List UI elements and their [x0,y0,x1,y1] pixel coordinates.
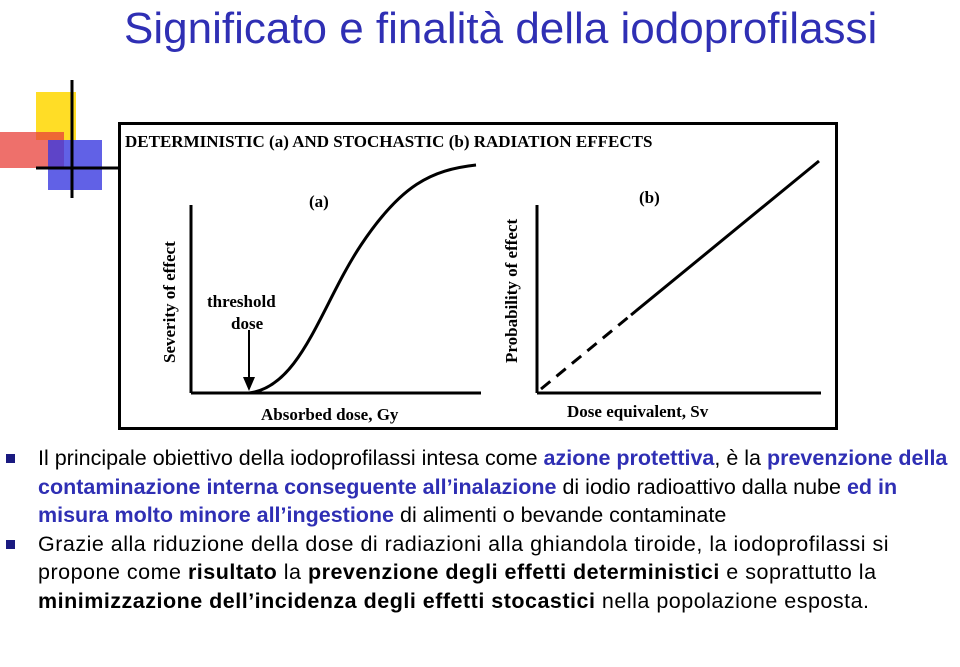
bullet-marker [6,540,15,549]
panel-b-linear-segment [631,161,819,315]
bullet-item-2: Grazie alla riduzione della dose di radiazioni alla ghiandola tiroide, la iodoprofilassi si propone come risultato la prevenzione degli effetti deterministici e soprattutto la minimizzazione dell’incidenza degli effetti stocastici nella popolazione esposta. [0,530,960,616]
threshold-annotation-line2: dose [231,314,264,333]
decorative-squares [0,80,120,200]
panel-b-ylabel: Probability of effect [502,218,521,363]
bullet-item-1: Il principale obiettivo della iodoprofilassi intesa come azione protettiva, è la prevenzione della contaminazione interna conseguente all’inalazione di iodio radioattivo dalla nube ed in misura molto minore all’ingestione di alimenti o bevande contaminate [0,444,960,530]
panel-a-xlabel: Absorbed dose, Gy [261,405,399,424]
figure-heading: DETERMINISTIC (a) AND STOCHASTIC (b) RADIATION EFFECTS [125,132,653,151]
slide-title: Significato e finalità della iodoprofilassi [124,4,878,53]
panel-a-sigmoid-curve [249,165,476,393]
threshold-annotation-line1: threshold [207,292,276,311]
bullet-list [0,444,960,615]
panel-a [160,165,481,424]
panel-b-dashed-segment [541,315,631,389]
panel-a-label: (a) [309,192,329,211]
bullet-marker [6,454,15,463]
panel-b [502,161,821,421]
panel-b-xlabel: Dose equivalent, Sv [567,402,709,421]
panel-b-label: (b) [639,188,660,207]
threshold-arrow-head [243,377,255,391]
radiation-effects-figure [118,122,838,430]
panel-a-ylabel: Severity of effect [160,241,179,363]
